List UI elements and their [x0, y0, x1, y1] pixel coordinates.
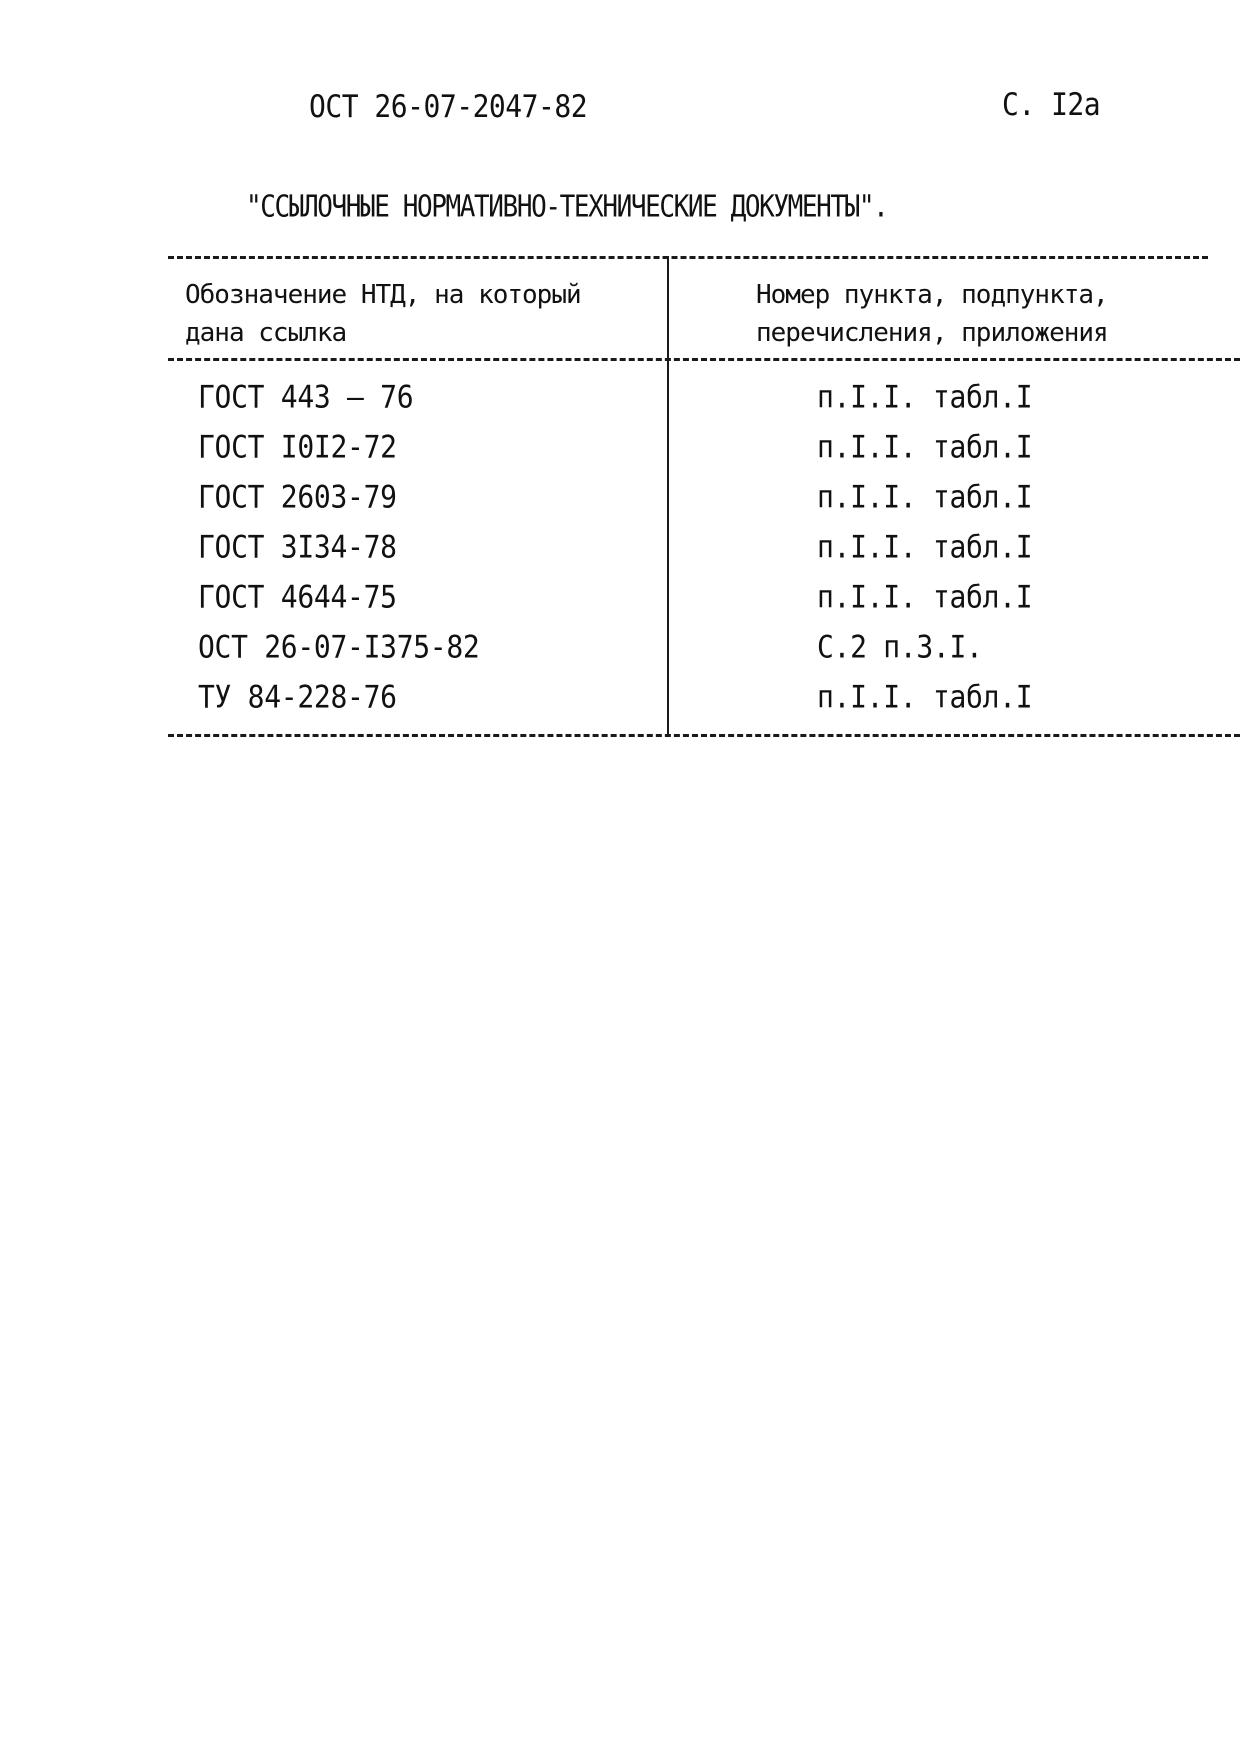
- column-header-designation: [185, 276, 581, 352]
- column-header-reference: [756, 276, 1108, 352]
- designation-cell: ГОСТ 443 – 76: [198, 379, 414, 416]
- reference-cell: С.2 п.3.I.: [817, 629, 983, 666]
- column-header-designation-line1: Обозначение НТД, на который: [185, 280, 581, 310]
- reference-cell: п.I.I. табл.I: [817, 579, 1033, 616]
- column-header-designation-line2: дана ссылка: [185, 318, 347, 348]
- designation-cell: ТУ 84-228-76: [198, 679, 397, 716]
- reference-cell: п.I.I. табл.I: [817, 379, 1033, 416]
- designation-cell: ГОСТ I0I2-72: [198, 429, 397, 466]
- table-top-rule: [168, 256, 1208, 259]
- designation-cell: ОСТ 26-07-I375-82: [198, 629, 480, 666]
- reference-cell: п.I.I. табл.I: [817, 479, 1033, 516]
- designation-cell: ГОСТ 2603-79: [198, 479, 397, 516]
- reference-cell: п.I.I. табл.I: [817, 679, 1033, 716]
- designation-cell: ГОСТ 3I34-78: [198, 529, 397, 566]
- column-header-reference-line2: перечисления, приложения: [756, 318, 1108, 348]
- column-header-reference-line1: Номер пункта, подпункта,: [756, 280, 1108, 310]
- document-code: ОСТ 26-07-2047-82: [309, 88, 588, 125]
- header-rule: [168, 358, 1240, 361]
- column-divider: [667, 256, 669, 736]
- designation-cell: ГОСТ 4644-75: [198, 579, 397, 616]
- table-bottom-rule: [168, 734, 1240, 737]
- reference-cell: п.I.I. табл.I: [817, 529, 1033, 566]
- reference-cell: п.I.I. табл.I: [817, 429, 1033, 466]
- section-title: "ССЫЛОЧНЫЕ НОРМАТИВНО-ТЕХНИЧЕСКИЕ ДОКУМЕНТЫ".: [246, 190, 888, 225]
- page-number: С. I2а: [1002, 86, 1101, 123]
